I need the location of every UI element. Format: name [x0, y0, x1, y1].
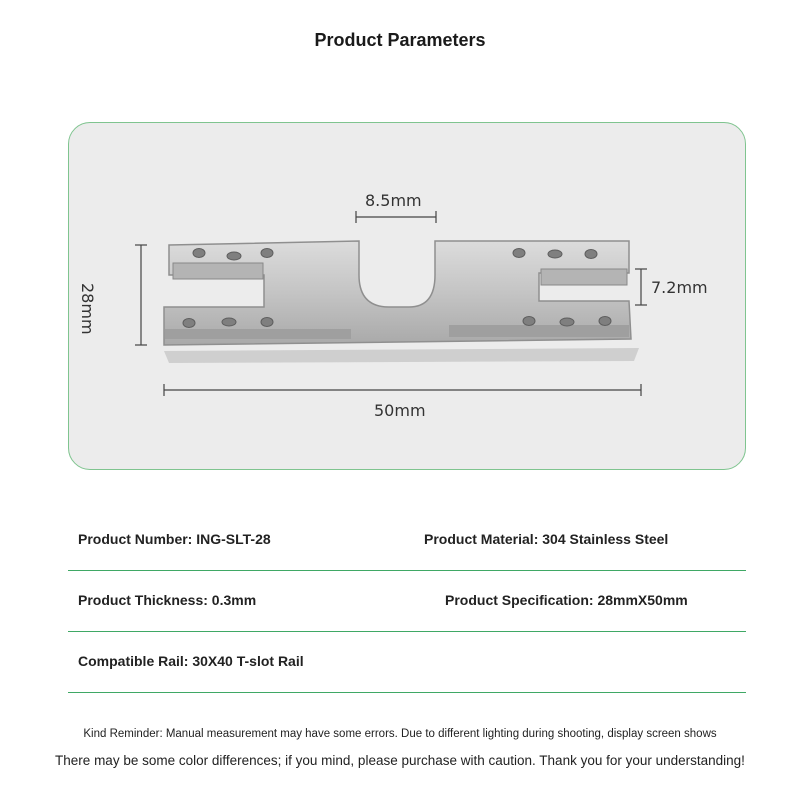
product-material: Product Material: 304 Stainless Steel: [424, 531, 669, 547]
param-row: [68, 632, 746, 693]
page-title: Product Parameters: [314, 30, 486, 50]
compatible-rail: Compatible Rail: 30X40 T-slot Rail: [78, 653, 304, 669]
product-specification: Product Specification: 28mmX50mm: [445, 592, 688, 608]
product-number: Product Number: ING-SLT-28: [78, 531, 271, 547]
width-label: 50mm: [374, 401, 426, 420]
tab-gap-label: 7.2mm: [651, 278, 708, 297]
parameters-table: [68, 510, 746, 693]
right-lower-tab: [449, 325, 629, 337]
left-upper-tab: [173, 263, 263, 279]
right-upper-tab: [541, 269, 627, 285]
product-image-panel: [68, 122, 746, 470]
left-lower-tab: [165, 329, 351, 339]
reminder-line-2: There may be some color differences; if you mind, please purchase with caution. Thank you for your understanding!: [55, 753, 745, 768]
product-thickness: Product Thickness: 0.3mm: [78, 592, 257, 608]
height-label: 28mm: [78, 283, 97, 335]
reminder-line-1: Kind Reminder: Manual measurement may have some errors. Due to different lighting during shooting, display screen shows: [83, 728, 717, 740]
param-row: [68, 510, 746, 571]
param-row: [68, 571, 746, 632]
slot-width-label: 8.5mm: [365, 191, 422, 210]
